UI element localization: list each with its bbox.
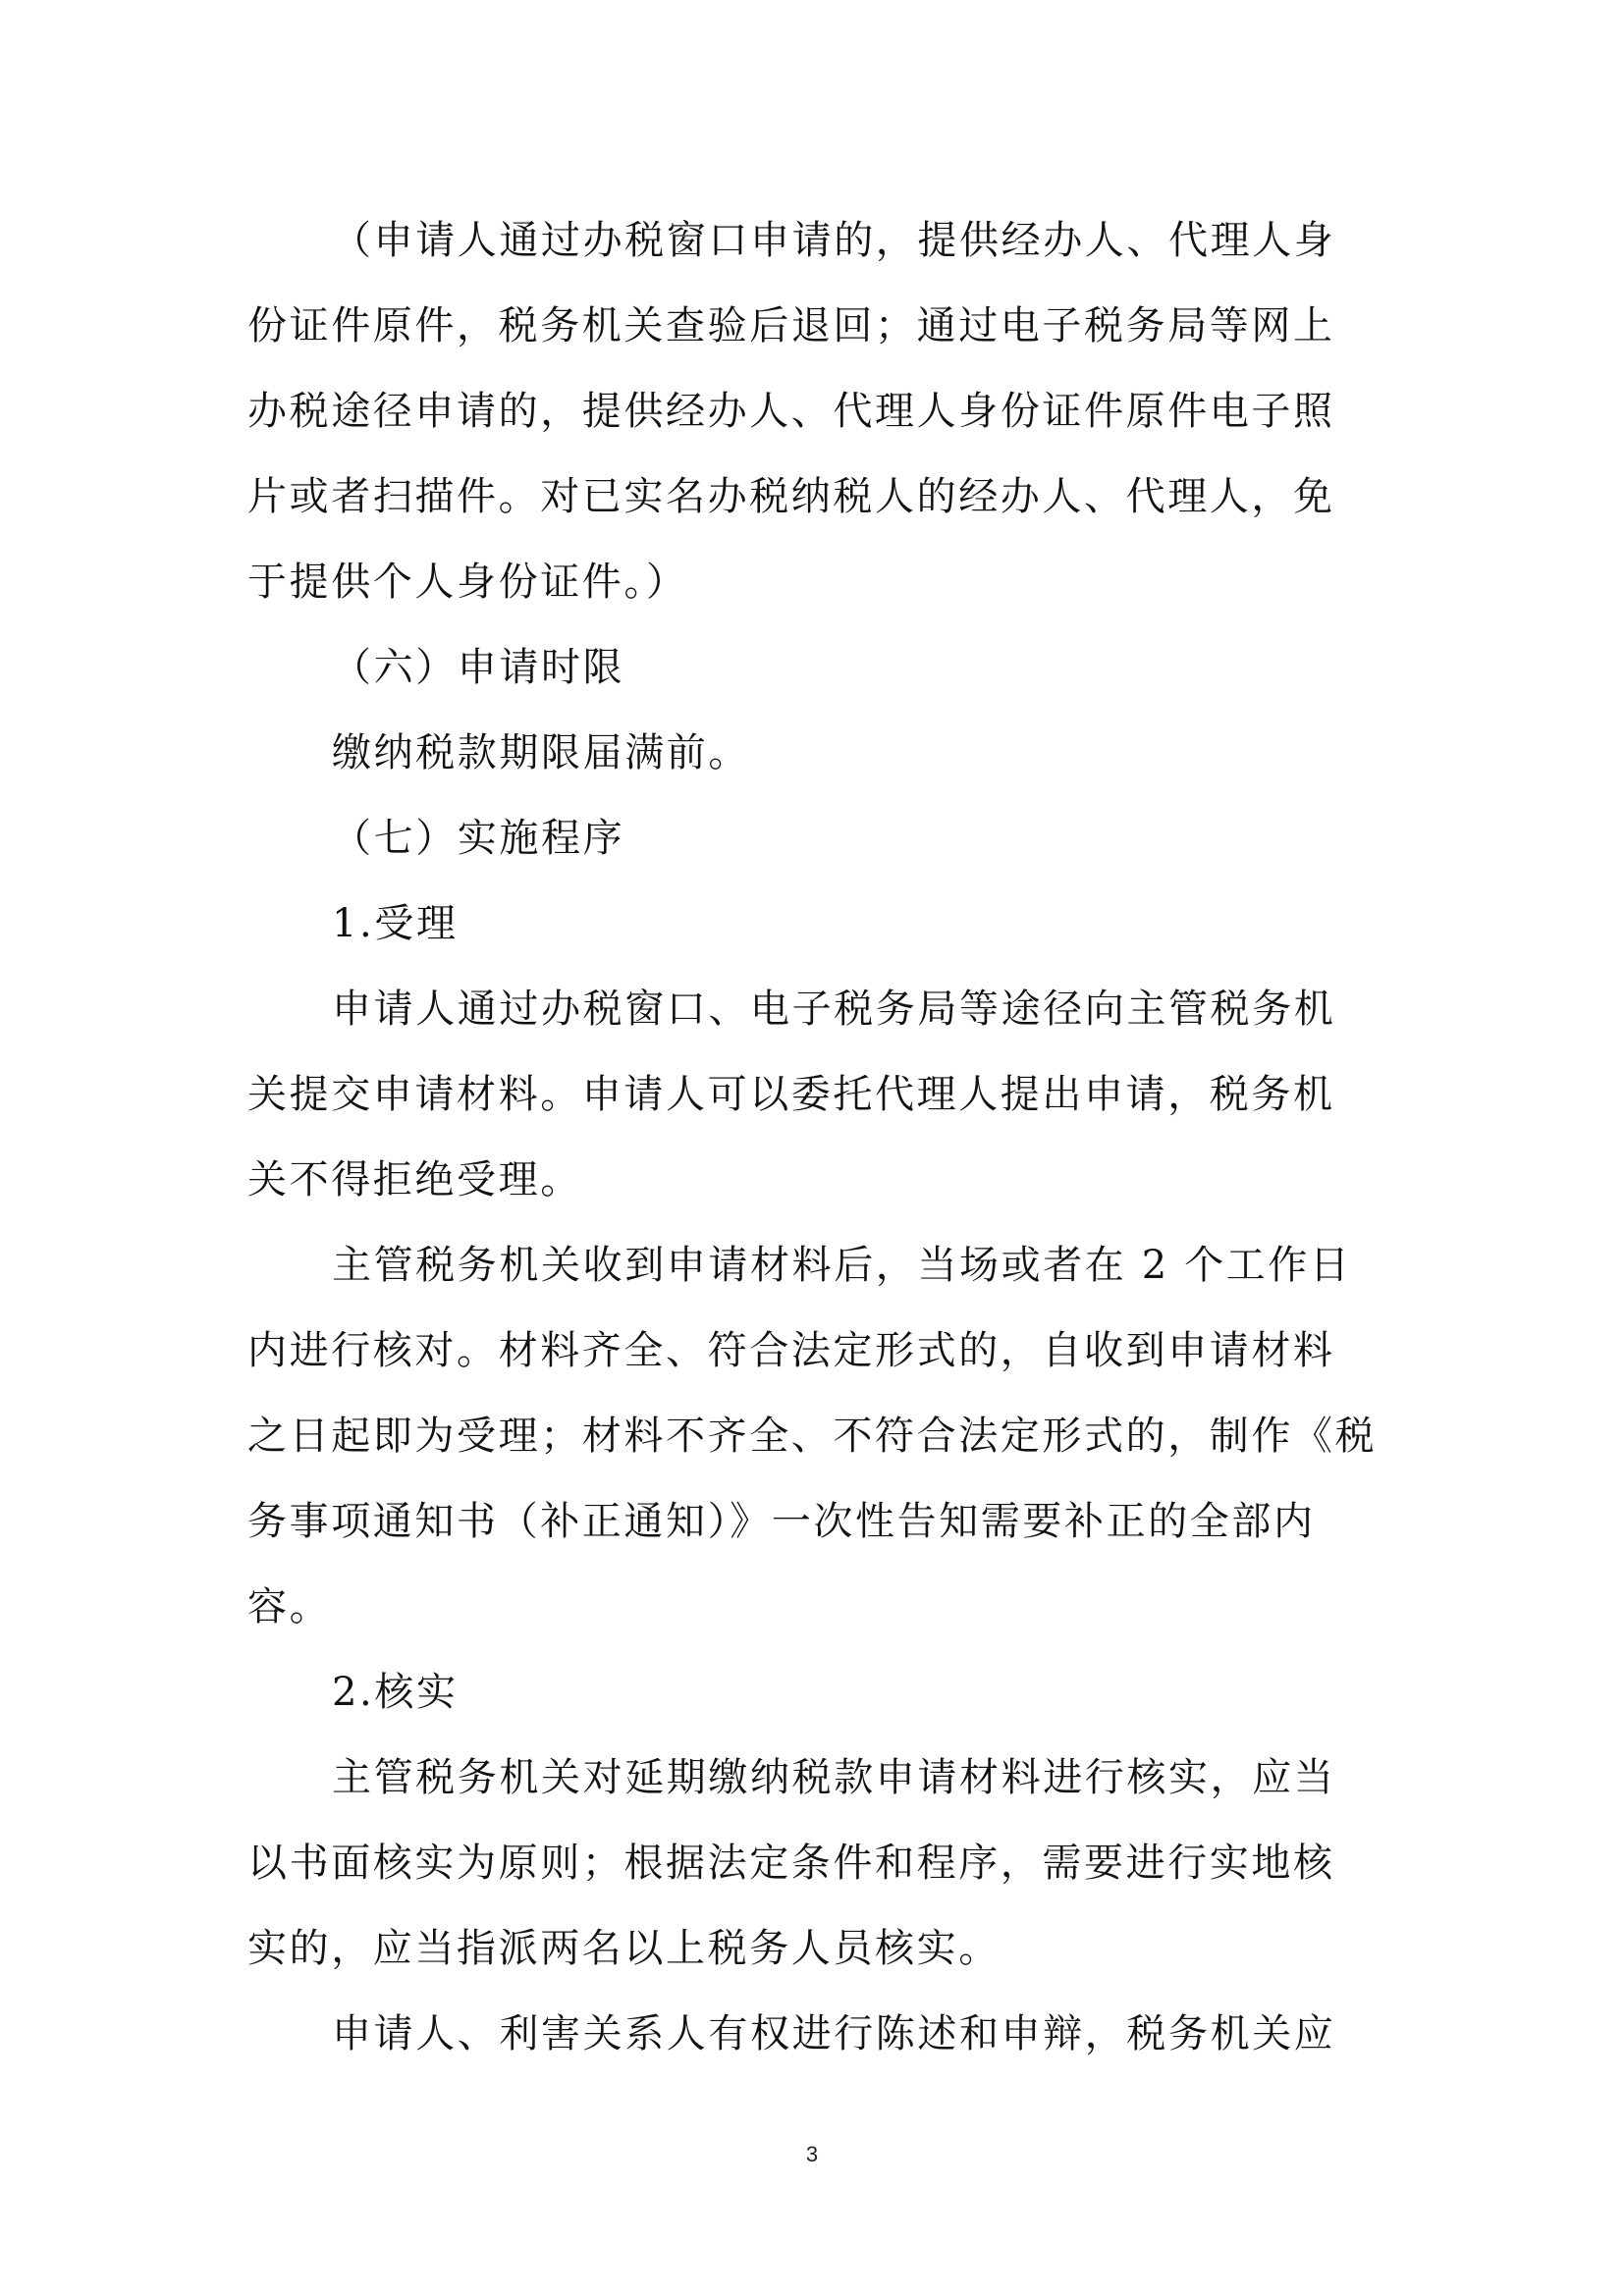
paragraph-line: 于提供个人身份证件。） [247,560,688,605]
subheading-verification: 2.核实 [332,1670,459,1715]
paragraph-line: 片或者扫描件。对已实名办税纳税人的经办人、代理人，免 [247,474,1335,519]
paragraph-line: 容。 [247,1584,332,1629]
paragraph-line: 以书面核实为原则；根据法定条件和程序，需要进行实地核 [247,1841,1335,1886]
paragraph-line: 主管税务机关收到申请材料后，当场或者在 2 个工作日 [332,1243,1352,1288]
section-heading-application-deadline: （六）申请时限 [332,645,625,690]
paragraph-line: 份证件原件，税务机关查验后退回；通过电子税务局等网上 [247,303,1335,348]
page-number: 3 [805,2142,819,2166]
subheading-acceptance: 1.受理 [332,901,459,946]
paragraph-line: 关不得拒绝受理。 [247,1157,582,1202]
paragraph-line: 办税途径申请的，提供经办人、代理人身份证件原件电子照 [247,389,1335,434]
paragraph-line: 之日起即为受理；材料不齐全、不符合法定形式的，制作《税 [247,1414,1378,1459]
paragraph-line: （申请人通过办税窗口申请的，提供经办人、代理人身 [332,218,1336,263]
paragraph-line: 务事项通知书（补正通知）》一次性告知需要补正的全部内 [247,1499,1316,1544]
paragraph-line: 申请人通过办税窗口、电子税务局等途径向主管税务机 [332,987,1336,1032]
paragraph-line: 申请人、利害关系人有权进行陈述和申辩，税务机关应 [332,2011,1336,2056]
paragraph-line: 缴纳税款期限届满前。 [332,730,750,775]
paragraph-line: 关提交申请材料。申请人可以委托代理人提出申请，税务机 [247,1072,1335,1117]
section-heading-implementation-procedure: （七）实施程序 [332,816,625,861]
paragraph-line: 内进行核对。材料齐全、符合法定形式的，自收到申请材料 [247,1328,1335,1373]
paragraph-line: 主管税务机关对延期缴纳税款申请材料进行核实，应当 [332,1755,1336,1800]
paragraph-line: 实的，应当指派两名以上税务人员核实。 [247,1926,1001,1971]
